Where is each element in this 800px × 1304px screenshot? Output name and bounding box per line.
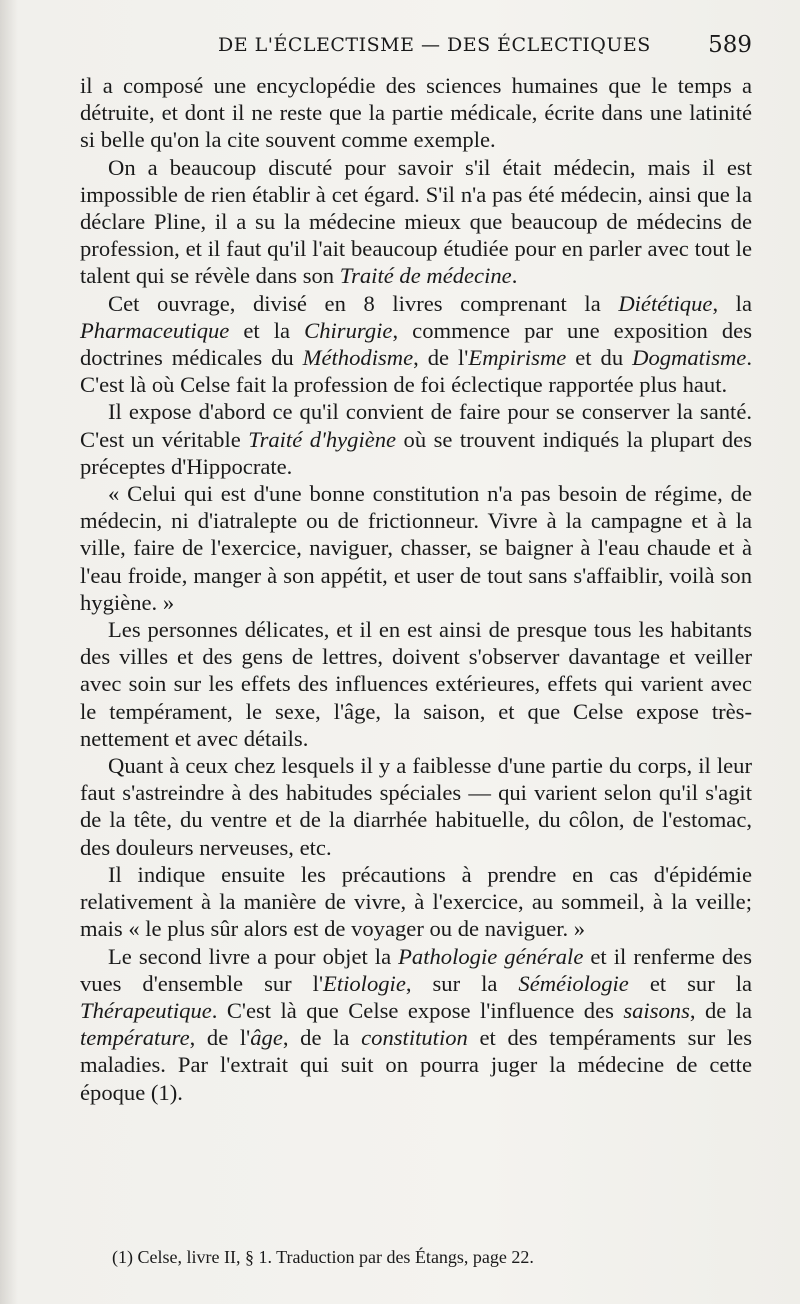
text-run: , de la <box>689 997 752 1023</box>
text-run: Cet ouvrage, divisé en 8 livres comprenant la <box>108 290 619 316</box>
paragraph <box>80 861 752 943</box>
running-head <box>80 34 752 64</box>
text-run: il a composé une encyclopédie des sciences humaines que le temps a détruite, et dont il ne reste que la partie médicale, écrite dans une latinité si belle qu'on la cite souvent comme exemple. <box>80 73 752 153</box>
text-run: et il renferme des vues d'ensemble sur l' <box>80 943 752 996</box>
italic-text: Dogmatisme <box>632 345 747 371</box>
text-run: Le second livre a pour objet la <box>108 943 399 969</box>
italic-text: Traité de médecine <box>339 263 512 289</box>
text-run: et sur la <box>628 970 753 996</box>
italic-text: Empirisme <box>468 345 567 371</box>
text-run: , la <box>712 290 752 316</box>
text-run: Quant à ceux chez lesquels il y a faiblesse d'une partie du corps, il leur faut s'astreindre à des habitudes spéciales — qui varient selon qu'il s'agit de la tête, du ventre et de la diarrhée habituelle, du côlon, de l'estomac, des douleurs nerveuses, etc. <box>80 753 752 860</box>
body-text <box>80 72 752 1106</box>
running-head-title: DE L'ÉCLECTISME — DES ÉCLECTIQUES <box>218 34 651 56</box>
paragraph <box>80 616 752 752</box>
italic-text: Pharmaceutique <box>80 317 230 343</box>
footnote: (1) Celse, livre II, § 1. Traduction par des Étangs, page 22. <box>112 1247 534 1267</box>
italic-text: Séméiologie <box>518 970 629 996</box>
text-run: , commence par une exposition des doctrines médicales du <box>80 317 752 371</box>
text-run: , de l' <box>189 1025 251 1051</box>
text-run: . C'est là où Celse fait la profession de foi éclectique rapportée plus haut. <box>80 345 752 398</box>
italic-text: Chirurgie <box>304 317 393 343</box>
paragraph <box>80 398 752 480</box>
text-run: , de l' <box>413 345 469 371</box>
text-run: et la <box>229 317 305 343</box>
paragraph <box>80 480 752 616</box>
text-run: On a beaucoup discuté pour savoir s'il était médecin, mais il est impossible de rien établir à cet égard. S'il n'a pas été médecin, ainsi que la déclare Pline, il a su la médecine mieux que beaucoup de médecins de profession, et il faut qu'il l'ait beaucoup étudiée pour en parler avec tout le talent qui se révèle dans son <box>80 154 752 289</box>
text-run: Il expose d'abord ce qu'il convient de faire pour se conserver la santé. C'est un véritable <box>80 399 752 452</box>
paragraph <box>80 752 752 861</box>
italic-text: Méthodisme <box>302 345 414 371</box>
text-run: Il indique ensuite les précautions à prendre en cas d'épidémie relativement à la manière de vivre, à l'exercice, au sommeil, à la veille; mais « le plus sûr alors est de voyager ou de naviguer. » <box>80 861 752 942</box>
paragraph <box>80 154 752 290</box>
text-run: et du <box>566 345 633 371</box>
text-run: . C'est là que Celse expose l'influence des <box>211 997 624 1023</box>
text-run: . <box>511 263 518 289</box>
text-run: et des tempéraments sur les maladies. Par l'extrait qui suit on pourra juger la médecine de cette époque (1). <box>80 1025 752 1105</box>
paragraph <box>80 943 752 1106</box>
text-run: où se trouvent indiqués la plupart des préceptes d'Hippocrate. <box>80 426 753 479</box>
text-run: , sur la <box>405 970 519 996</box>
italic-text: âge <box>250 1025 283 1051</box>
italic-text: constitution <box>361 1025 468 1051</box>
paragraph <box>80 290 752 399</box>
italic-text: Etiologie <box>323 970 406 996</box>
text-run: « Celui qui est d'une bonne constitution n'a pas besoin de régime, de médecin, ni d'iatralepte ou de frictionneur. Vivre à la campagne et à la ville, faire de l'exercice, naviguer, chasser, se baigner à l'eau chaude et à l'eau froide, manger à son appétit, et user de tout sans s'affaiblir, voilà son hygiène. » <box>80 481 752 615</box>
paragraph <box>80 72 752 154</box>
italic-text: Traité d'hygiène <box>248 426 397 452</box>
text-run: Les personnes délicates, et il en est ainsi de presque tous les habitants des villes et des gens de lettres, doivent s'observer davantage et veiller avec soin sur les effets des influences extérieures, effets qui varient avec le tempérament, le sexe, l'âge, la saison, et que Celse expose très-nettement et avec détails. <box>80 617 752 751</box>
italic-text: Thérapeutique <box>80 997 212 1023</box>
italic-text: saisons <box>623 997 690 1023</box>
italic-text: température <box>80 1025 190 1051</box>
italic-text: Pathologie générale <box>398 943 584 969</box>
page-number: 589 <box>708 32 752 58</box>
italic-text: Diététique <box>618 290 713 316</box>
text-run: , de la <box>282 1025 362 1051</box>
